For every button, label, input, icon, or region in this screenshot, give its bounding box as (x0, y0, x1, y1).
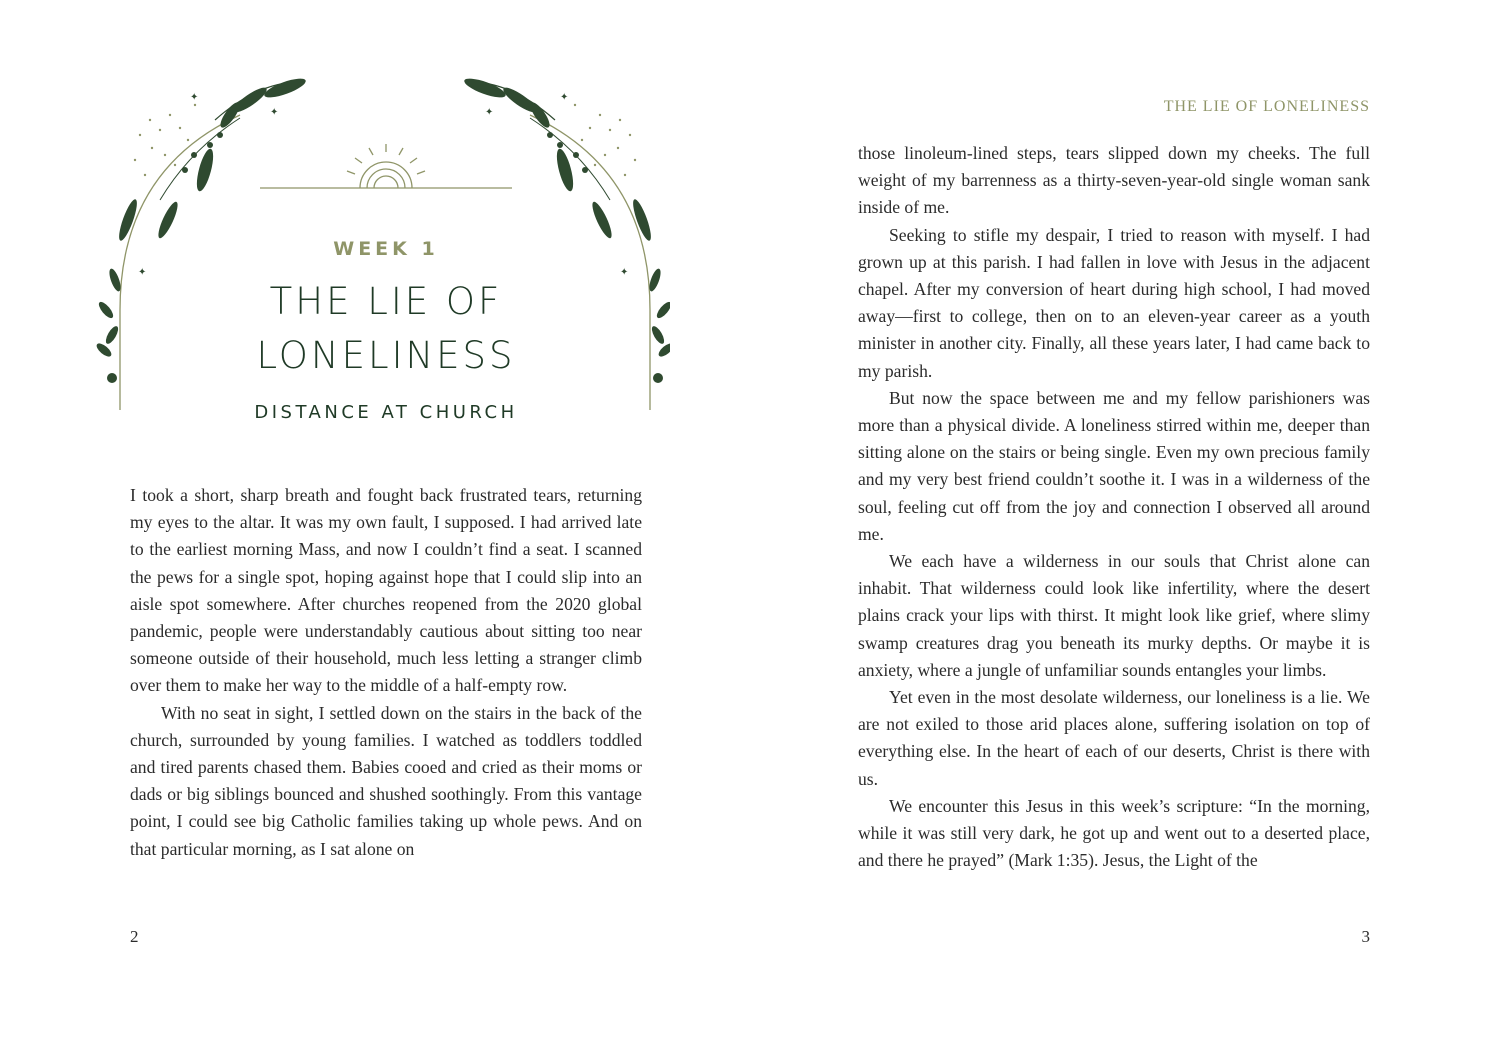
paragraph: those linoleum-lined steps, tears slipped down my cheeks. The full weight of my barrenness as a thirty-seven-year-old single woman sank inside of me. (858, 143, 1370, 218)
paragraph: With no seat in sight, I settled down on the stairs in the back of the church, surrounded by young families. I watched as toddlers toddled and tired parents chased them. Babies cooed and cried as their moms or dads or big siblings bounced and shushed soothingly. From this vantage point, I could see big Catholic families taking up whole pews. And on that particular morning, as I sat alone on (130, 702, 642, 859)
svg-text:✦: ✦ (620, 267, 629, 278)
chapter-title-line-1: THE LIE OF (269, 280, 503, 323)
chapter-title (130, 275, 642, 383)
paragraph: Seeking to stifle my despair, I tried to reason with myself. I had grown up at this parish. I had fallen in love with Jesus in the adjacent chapel. After my conversion of heart during high school, I had moved away—first to college, then on to an eleven-year career as a youth minister in another city. Finally, all these years later, I had came back to my parish. (858, 224, 1370, 381)
week-label: WEEK 1 (333, 238, 439, 260)
svg-text:✦: ✦ (485, 107, 494, 118)
chapter-title-line-2: LONELINESS (256, 334, 516, 377)
paragraph: We encounter this Jesus in this week’s scripture: “In the morning, while it was still very dark, he got up and went out to a deserted place, and there he prayed” (Mark 1:35). Jesus, the Light of the (858, 795, 1370, 871)
running-head: THE LIE OF LONELINESS (1163, 98, 1370, 115)
right-page (750, 0, 1500, 1044)
page-number-left: 2 (130, 927, 139, 946)
svg-text:✦: ✦ (560, 92, 569, 103)
right-body-text (858, 140, 1370, 874)
paragraph: But now the space between me and my fellow parishioners was more than a physical divide. A loneliness stirred within me, deeper than sitting alone on the stairs or being single. Even my own precious family and my very best friend couldn’t soothe it. I was in a wilderness of the soul, feeling cut off from the joy and connection I observed all around me. (858, 387, 1370, 544)
left-body-text (130, 482, 642, 863)
paragraph: Yet even in the most desolate wilderness, our loneliness is a lie. We are not exiled to those arid places alone, suffering isolation on top of everything else. In the heart of each of our deserts, Christ is there with us. (858, 687, 1370, 789)
svg-text:✦: ✦ (190, 92, 199, 103)
paragraph: I took a short, sharp breath and fought back frustrated tears, returning my eyes to the altar. It was my own fault, I supposed. I had arrived late to the earliest morning Mass, and now I couldn’t find a seat. I scanned the pews for a single spot, hoping against hope that I could slip into an aisle spot somewhere. After churches reopened from the 2020 global pandemic, people were understandably cautious about sitting too near someone outside of their household, much less letting a stranger climb over them to make her way to the middle of a half-empty row. (130, 485, 642, 696)
sunrise-icon (347, 144, 425, 188)
paragraph: We each have a wilderness in our souls that Christ alone can inhabit. That wilderness could look like infertility, where the desert plains crack your lips with thirst. It might look like grief, where slimy swamp creatures drag you beneath its murky depths. Or maybe it is anxiety, where a jungle of unfamiliar sounds entangles your limbs. (858, 551, 1370, 680)
svg-text:✦: ✦ (138, 267, 147, 278)
page-number-right: 3 (1361, 927, 1370, 946)
chapter-subtitle: DISTANCE AT CHURCH (254, 402, 518, 423)
svg-text:✦: ✦ (270, 107, 279, 118)
